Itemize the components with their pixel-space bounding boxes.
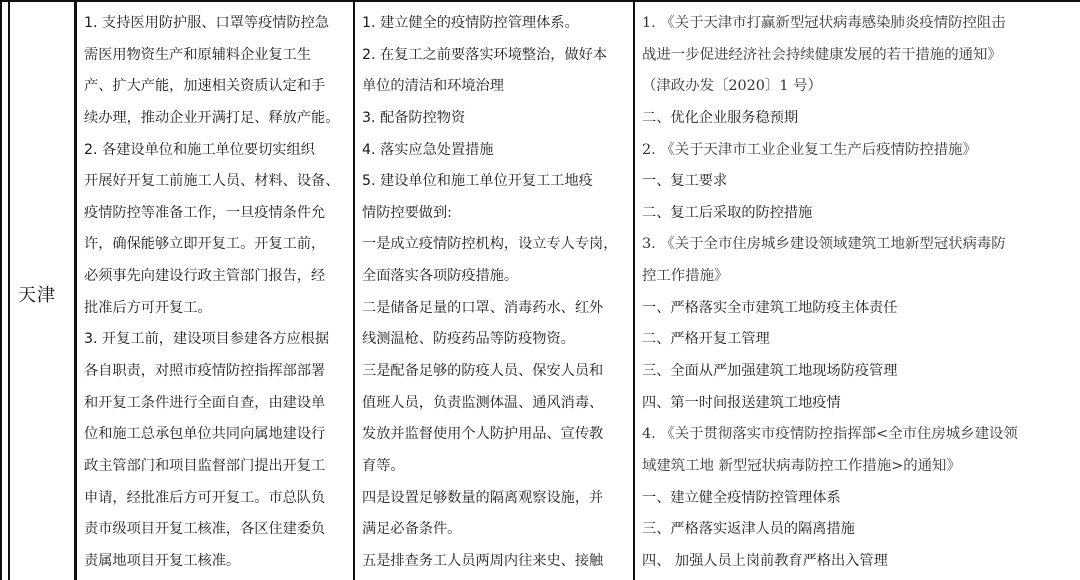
text-line: 二、复工后采取的防控措施: [642, 204, 813, 221]
text-line: 批准后方可开复工。: [84, 299, 212, 316]
column-divider: [74, 0, 77, 580]
region-name: 天津: [18, 285, 56, 306]
text-line: 三、严格落实返津人员的隔离措施: [642, 521, 855, 538]
policy-documents-cell: [642, 8, 1078, 578]
text-line: 续办理，推动企业开满打足、释放产能。: [84, 109, 340, 126]
text-line: 育等。: [362, 457, 405, 474]
text-line: 二、严格开复工管理: [642, 331, 770, 348]
text-line: 2. 《关于天津市工业企业复工生产后疫情防控措施》: [642, 141, 977, 158]
text-line: 全面落实各项防疫措施。: [362, 268, 519, 285]
text-line: 3. 配备防控物资: [362, 109, 466, 126]
text-line: 申请，经批准后方可开复工。市总队负: [84, 489, 326, 506]
text-line: 单位的清洁和环境治理: [362, 78, 504, 95]
column-divider: [633, 0, 635, 580]
text-line: 一、严格落实全市建筑工地防疫主体责任: [642, 299, 898, 316]
text-line: （津政办发〔2020〕1 号）: [642, 78, 822, 95]
text-line: 域建筑工地 新型冠状病毒防控工作措施>的通知》: [642, 457, 961, 474]
text-line: 责属地项目开复工核准。: [84, 552, 241, 569]
text-line: 位和施工总承包单位共同向属地建设行: [84, 426, 326, 443]
text-line: 1. 支持医用防护服、口罩等疫情防控急: [84, 15, 330, 31]
prevention-requirements-cell: [362, 8, 628, 578]
text-line: 满足必备条件。: [362, 521, 462, 538]
text-line: 开展好开复工前施工人员、材料、设备、: [84, 173, 340, 190]
table-top-border: [0, 0, 1080, 2]
text-line: 1. 建立健全的疫情防控管理体系。: [362, 15, 579, 31]
text-line: 一是成立疫情防控机构，设立专人专岗，: [362, 236, 618, 253]
text-line: 五是排查务工人员两周内往来史、接触: [362, 552, 604, 569]
text-line: 需医用物资生产和原辅料企业复工生: [84, 46, 312, 63]
text-line: 2. 各建设单位和施工单位要切实组织: [84, 141, 315, 158]
text-line: 一、复工要求: [642, 173, 728, 190]
text-line: 3. 《关于全市住房城乡建设领域建筑工地新型冠状病毒防: [642, 236, 1006, 253]
text-line: 2. 在复工之前要落实环境整治，做好本: [362, 46, 608, 63]
text-line: 控工作措施》: [642, 268, 729, 285]
text-line: 值班人员，负责监测体温、通风消毒、: [362, 394, 604, 411]
column-divider: [353, 0, 355, 580]
text-line: 四、第一时间报送建筑工地疫情: [642, 394, 841, 411]
text-line: 政主管部门和项目监督部门提出开复工: [84, 457, 326, 474]
text-line: 必须事先向建设行政主管部门报告，经: [84, 268, 326, 285]
text-line: 和开复工条件进行全面自查，由建设单: [84, 394, 326, 411]
text-line: 疫情防控等准备工作，一旦疫情条件允: [84, 204, 326, 221]
text-line: 发放并监督使用个人防护用品、宣传教: [362, 426, 604, 443]
region-cell: [0, 0, 74, 580]
text-line: 四是设置足够数量的隔离观察设施，并: [362, 489, 604, 506]
text-line: 4. 落实应急处置措施: [362, 141, 494, 158]
text-line: 战进一步促进经济社会持续健康发展的若干措施的通知》: [642, 46, 1002, 63]
text-line: 3. 开复工前，建设项目参建各方应根据: [84, 331, 330, 348]
text-line: 责市级项目开复工核准，各区住建委负: [84, 521, 326, 538]
text-line: 二是储备足量的口罩、消毒药水、红外: [362, 299, 604, 316]
text-line: 线测温枪、防疫药品等防疫物资。: [362, 331, 575, 348]
text-line: 三是配备足够的防疫人员、保安人员和: [362, 363, 604, 380]
text-line: 二、优化企业服务稳预期: [642, 109, 799, 126]
text-line: 许，确保能够立即开复工。开复工前，: [84, 236, 326, 253]
text-line: 各自职责，对照市疫情防控指挥部部署: [84, 363, 326, 380]
text-line: 产、扩大产能，加速相关资质认定和手: [84, 78, 326, 95]
support-measures-cell: [84, 8, 349, 578]
text-line: 5. 建设单位和施工单位开复工工地疫: [362, 173, 593, 190]
text-line: 情防控要做到:: [362, 204, 452, 221]
text-line: 四、 加强人员上岗前教育严格出入管理: [642, 552, 888, 569]
text-line: 4. 《关于贯彻落实市疫情防控指挥部<全市住房城乡建设领: [642, 426, 1018, 443]
text-line: 三、全面从严加强建筑工地现场防疫管理: [642, 363, 898, 380]
text-line: 1. 《关于天津市打赢新型冠状病毒感染肺炎疫情防控阻击: [642, 15, 1006, 31]
text-line: 一、建立健全疫情防控管理体系: [642, 489, 841, 506]
